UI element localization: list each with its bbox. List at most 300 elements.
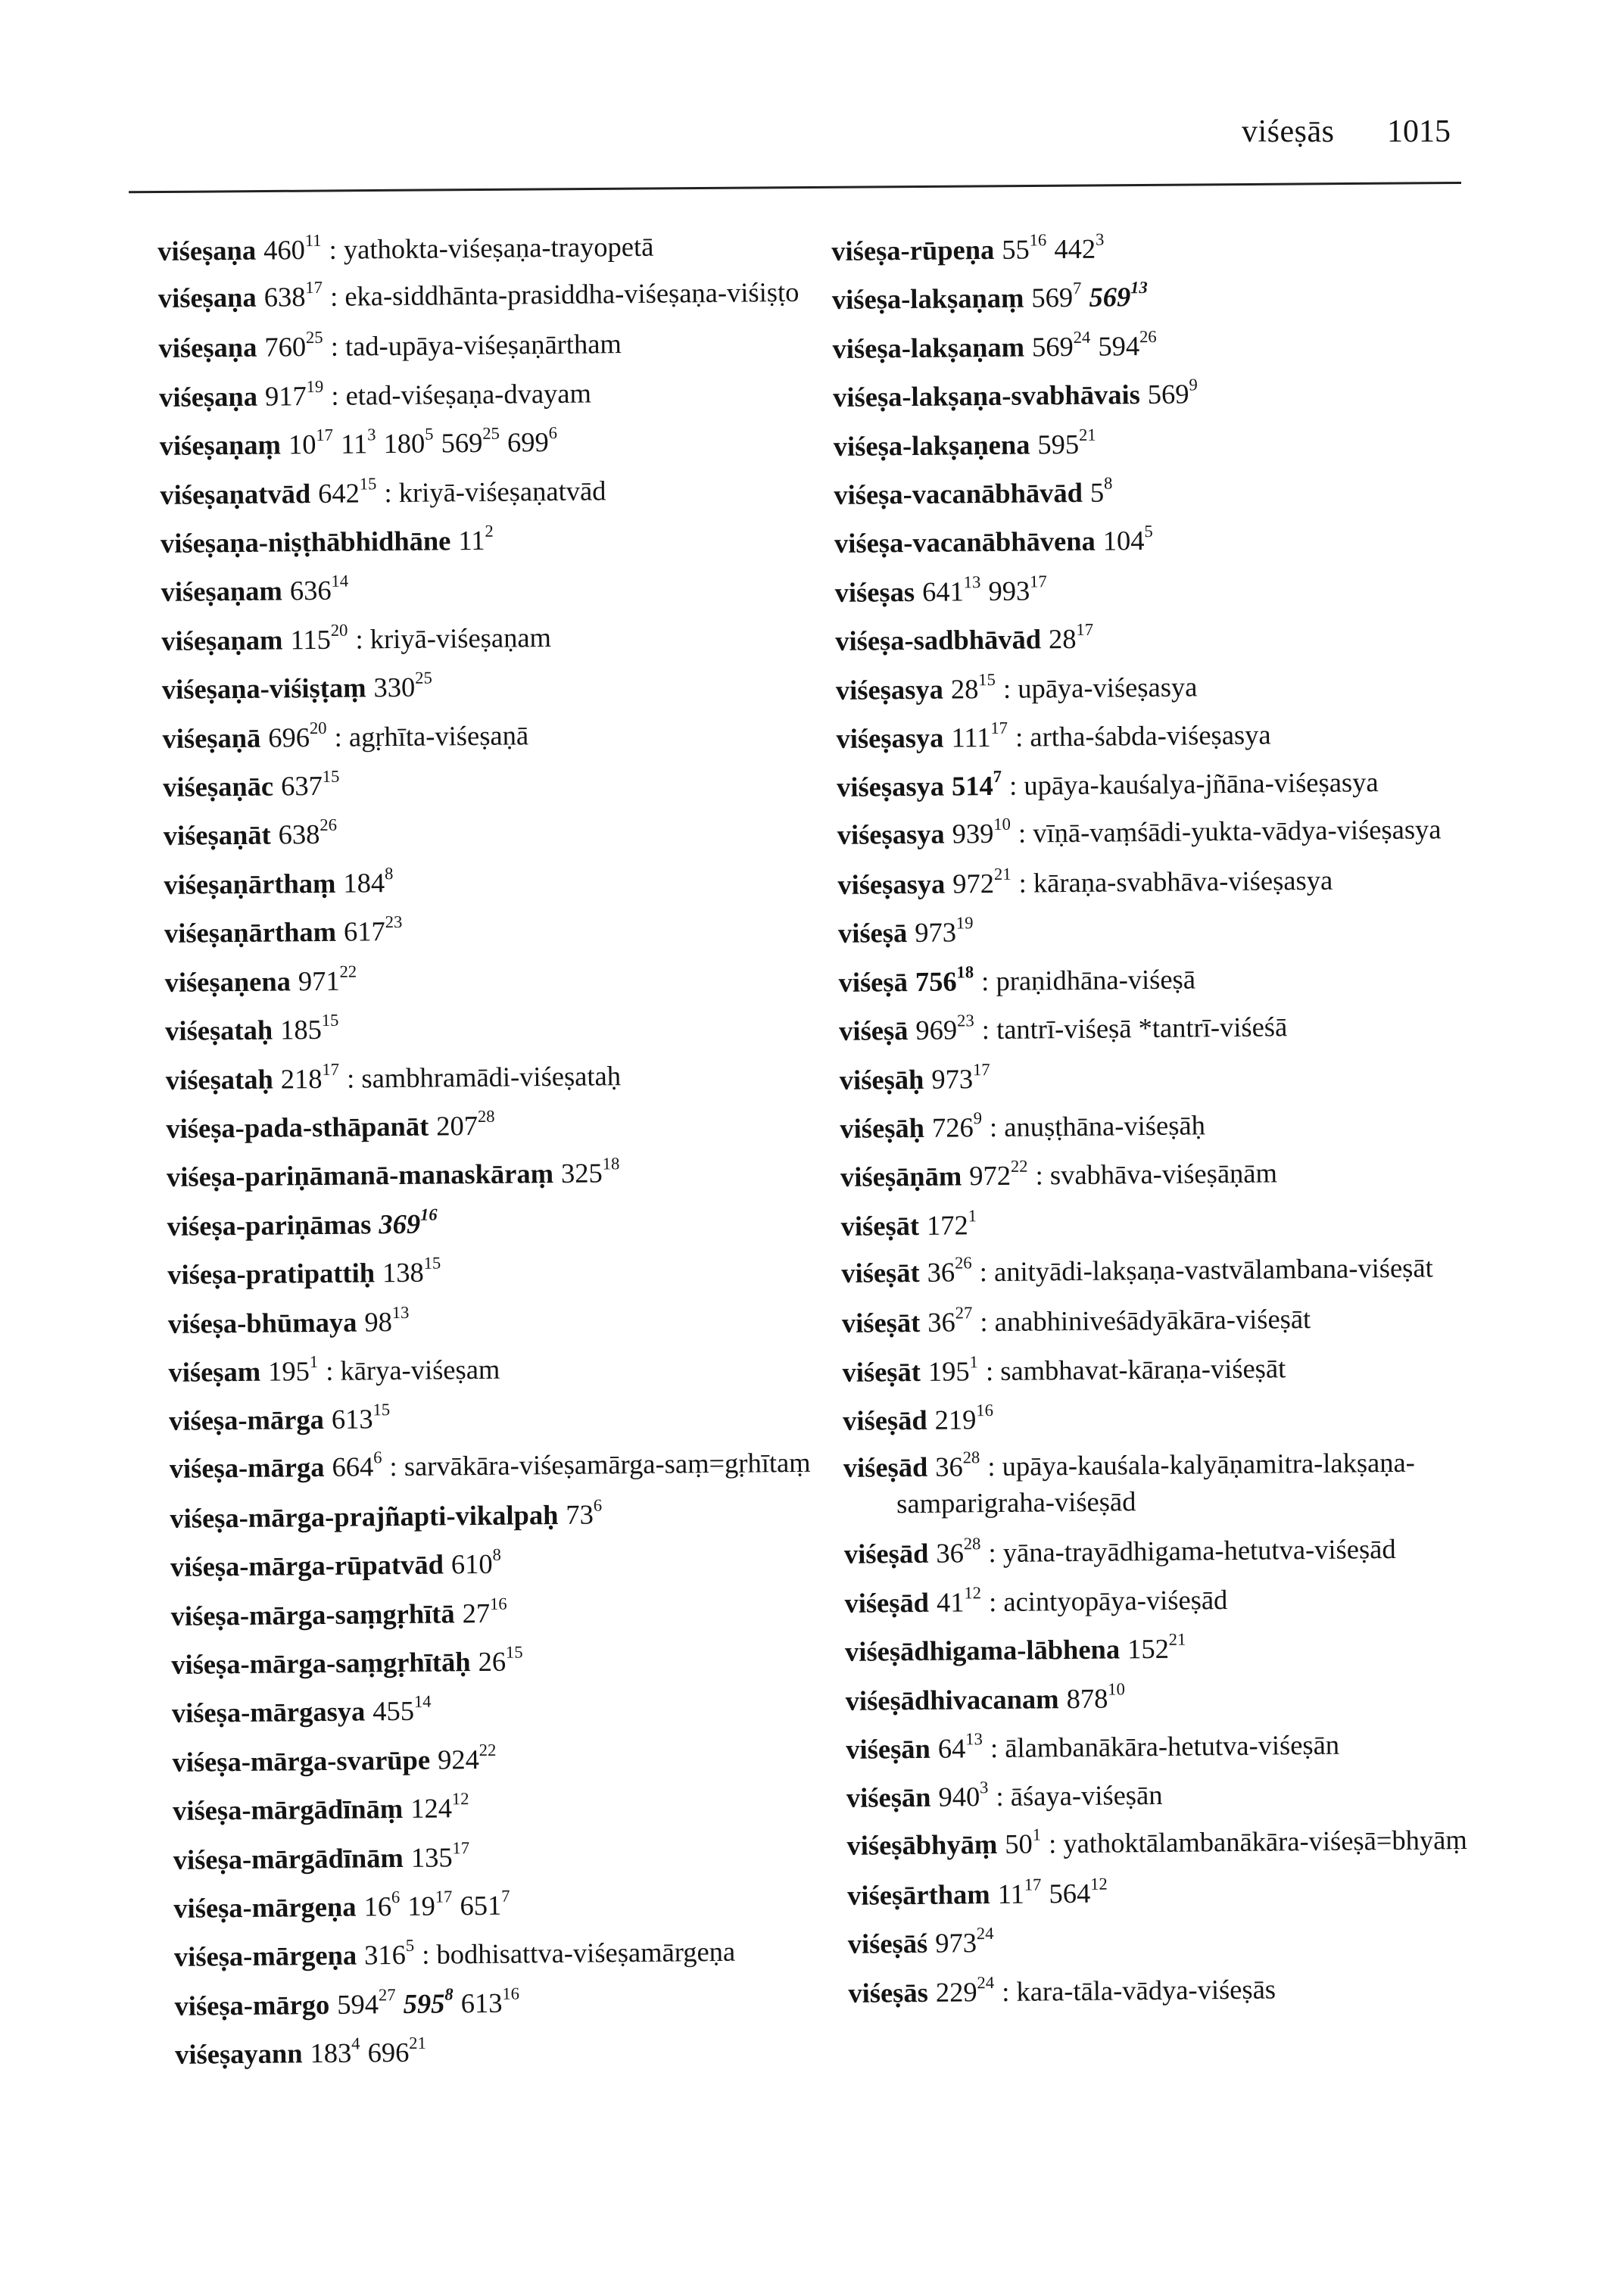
page-number-ref: 152 bbox=[1127, 1632, 1170, 1665]
page-reference bbox=[460, 1886, 510, 1922]
line-number-ref: 15 bbox=[322, 766, 340, 787]
index-entry bbox=[836, 659, 1541, 715]
entry-headword: viśeṣāḥ bbox=[840, 1111, 925, 1144]
line-number-ref: 17 bbox=[435, 1887, 453, 1906]
page-number-ref: 183 bbox=[310, 2037, 352, 2069]
index-entry bbox=[840, 1195, 1545, 1251]
page-number-ref: 569 bbox=[441, 427, 483, 459]
index-entry bbox=[162, 708, 844, 763]
page-number-ref: 569 bbox=[1031, 330, 1074, 363]
page-reference bbox=[1089, 278, 1148, 313]
line-number-ref: 23 bbox=[956, 1011, 974, 1030]
line-number-ref: 4 bbox=[351, 2034, 360, 2053]
page-number-ref: 16 bbox=[363, 1890, 392, 1922]
page-reference bbox=[927, 1303, 973, 1338]
page-number-ref: 699 bbox=[507, 426, 549, 458]
entry-context: : agṛhīta-viśeṣaṇā bbox=[334, 718, 529, 753]
page-reference bbox=[1049, 1874, 1108, 1909]
line-number-ref: 25 bbox=[305, 328, 323, 348]
page-reference bbox=[478, 1642, 523, 1677]
entry-headword: viśeṣataḥ bbox=[165, 1063, 273, 1096]
index-entry bbox=[173, 1829, 855, 1884]
line-number-ref: 5 bbox=[405, 1936, 415, 1956]
index-entry bbox=[167, 1244, 849, 1299]
index-entry bbox=[842, 1342, 1547, 1397]
entry-references bbox=[944, 814, 1011, 849]
line-number-ref: 3 bbox=[1095, 229, 1105, 249]
entry-context: : acintyopāya-viśeṣād bbox=[988, 1583, 1228, 1617]
entry-headword: viśeṣaṇāt bbox=[163, 819, 271, 852]
index-entry bbox=[838, 952, 1543, 1007]
entry-references bbox=[944, 767, 1002, 802]
entry-references bbox=[336, 912, 403, 947]
entry-references bbox=[945, 864, 1011, 899]
index-entry bbox=[834, 562, 1539, 617]
entry-headword: viśeṣa-lakṣaṇam bbox=[832, 331, 1025, 364]
line-number-ref: 17 bbox=[972, 1059, 990, 1079]
entry-references bbox=[927, 1400, 994, 1435]
index-entry bbox=[848, 1962, 1553, 2018]
entry-references bbox=[329, 1984, 520, 2020]
index-entry bbox=[843, 1390, 1548, 1445]
entry-headword: viśeṣa-mārga bbox=[168, 1404, 325, 1437]
page-reference bbox=[288, 425, 334, 460]
index-entry bbox=[170, 1488, 852, 1543]
entry-headword: viśeṣa-mārga-saṃgṛhītā bbox=[170, 1597, 455, 1632]
entry-references bbox=[260, 1352, 319, 1387]
page-reference bbox=[290, 620, 348, 656]
page-number-ref: 969 bbox=[915, 1014, 958, 1046]
entry-headword: viśeṣasya bbox=[837, 818, 945, 850]
line-number-ref: 18 bbox=[956, 962, 974, 982]
page-reference bbox=[560, 1154, 620, 1189]
entry-references bbox=[1041, 619, 1094, 655]
entry-context: : artha-śabda-viśeṣasya bbox=[1015, 718, 1271, 753]
index-entry bbox=[164, 952, 846, 1007]
line-number-ref: 15 bbox=[505, 1642, 523, 1662]
page-reference bbox=[1002, 230, 1047, 265]
entry-headword: viśeṣa-mārga-prajñapti-vikalpaḥ bbox=[170, 1498, 559, 1534]
page-number-ref: 696 bbox=[268, 721, 310, 753]
entry-references bbox=[908, 1011, 974, 1046]
page-reference bbox=[458, 521, 494, 556]
page-reference bbox=[364, 1302, 410, 1337]
index-entry bbox=[834, 464, 1538, 519]
entry-references bbox=[357, 1936, 415, 1971]
page-reference bbox=[988, 572, 1047, 606]
page-reference bbox=[298, 962, 357, 996]
line-number-ref: 3 bbox=[367, 425, 376, 444]
entry-references bbox=[1096, 522, 1153, 557]
entry-references bbox=[927, 1448, 980, 1483]
entry-headword: viśeṣa-sadbhāvād bbox=[835, 623, 1042, 657]
page-reference bbox=[927, 1351, 978, 1387]
line-number-ref: 19 bbox=[955, 913, 974, 933]
line-number-ref: 17 bbox=[1029, 572, 1047, 591]
page-reference bbox=[507, 423, 558, 458]
entry-headword: viśeṣa-vacanābhāvād bbox=[834, 476, 1083, 511]
page-number-ref: 185 bbox=[279, 1014, 323, 1046]
line-number-ref: 26 bbox=[1139, 326, 1157, 346]
page-number-ref: 28 bbox=[950, 672, 979, 705]
entry-references bbox=[928, 1534, 981, 1569]
page-reference bbox=[952, 814, 1011, 849]
entry-headword: viśeṣa-pratipattiḥ bbox=[167, 1257, 376, 1291]
line-number-ref: 13 bbox=[965, 1729, 983, 1749]
page-reference bbox=[410, 1789, 469, 1825]
entry-references bbox=[356, 1886, 510, 1922]
entry-headword: viśeṣaṇam bbox=[161, 575, 283, 608]
entry-references bbox=[270, 815, 338, 850]
page-reference bbox=[915, 1011, 974, 1046]
page-reference bbox=[926, 1205, 977, 1241]
entry-context: : kara-tāla-vādya-viśeṣās bbox=[1002, 1973, 1276, 2007]
line-number-ref: 6 bbox=[593, 1495, 603, 1515]
line-number-ref: 1 bbox=[309, 1352, 319, 1372]
page-reference bbox=[1089, 473, 1113, 508]
index-entry bbox=[158, 318, 840, 373]
index-entry bbox=[840, 1098, 1545, 1153]
entry-headword: viśeṣaṇārthaṃ bbox=[164, 867, 336, 900]
line-number-ref: 28 bbox=[962, 1448, 980, 1467]
index-entry bbox=[846, 1816, 1551, 1872]
index-entry bbox=[832, 269, 1537, 324]
line-number-ref: 1 bbox=[1032, 1825, 1042, 1844]
entry-headword: viśeṣaṇam bbox=[161, 624, 283, 656]
index-entry bbox=[847, 1865, 1552, 1920]
page-reference bbox=[407, 1887, 453, 1922]
entry-references bbox=[302, 2033, 426, 2069]
line-number-ref: 16 bbox=[419, 1205, 438, 1224]
entry-headword: viśeṣaṇena bbox=[164, 965, 291, 998]
page-reference bbox=[280, 766, 340, 802]
entry-headword: viśeṣaṇārtham bbox=[164, 916, 337, 949]
entry-references bbox=[930, 1729, 983, 1764]
line-number-ref: 6 bbox=[548, 423, 558, 443]
entry-headword: viśeṣa-mārgādīnām bbox=[173, 1841, 404, 1875]
entry-headword: viśeṣād bbox=[844, 1586, 930, 1619]
line-number-ref: 18 bbox=[602, 1154, 620, 1173]
entry-context: : anuṣṭhāna-viśeṣāḥ bbox=[989, 1109, 1206, 1142]
entry-headword: viśeṣāt bbox=[841, 1307, 921, 1339]
entry-context: : tantrī-viśeṣā *tantrī-viśeśā bbox=[981, 1011, 1288, 1046]
line-number-ref: 26 bbox=[954, 1253, 972, 1273]
entry-context: : upāya-kauśalya-jñāna-viśeṣasya bbox=[1008, 766, 1379, 802]
page-reference bbox=[267, 1352, 319, 1387]
entry-headword: viśeṣa-vacanābhāvena bbox=[834, 525, 1096, 559]
line-number-ref: 21 bbox=[1168, 1629, 1186, 1649]
entry-references bbox=[927, 1924, 994, 1959]
page-reference bbox=[927, 1253, 972, 1288]
page-number-ref: 569 bbox=[1089, 281, 1131, 313]
entry-headword: viśeṣaṇa bbox=[157, 282, 257, 314]
entry-headword: viśeṣā bbox=[838, 1015, 909, 1047]
page-number-ref: 613 bbox=[331, 1403, 373, 1435]
page-number-ref: 760 bbox=[264, 331, 307, 363]
page-number-ref: 972 bbox=[969, 1160, 1011, 1192]
page-number-ref: 207 bbox=[436, 1109, 478, 1142]
line-number-ref: 26 bbox=[320, 815, 338, 835]
entry-context: : anityādi-lakṣaṇa-vastvālambana-viśeṣāt bbox=[979, 1251, 1433, 1288]
line-number-ref: 7 bbox=[993, 767, 1002, 787]
index-entry bbox=[845, 1621, 1550, 1676]
page-reference bbox=[263, 230, 322, 266]
page-reference bbox=[997, 1875, 1042, 1909]
entry-references bbox=[908, 962, 974, 997]
line-number-ref: 15 bbox=[978, 669, 996, 689]
page-number-ref: 5 bbox=[1089, 476, 1105, 508]
entry-headword: viśeṣādhivacanam bbox=[845, 1682, 1059, 1716]
index-entry bbox=[172, 1731, 854, 1787]
page-number-ref: 638 bbox=[278, 818, 320, 850]
page-reference bbox=[935, 1924, 994, 1959]
page-reference bbox=[280, 1059, 340, 1094]
entry-headword: viśeṣād bbox=[842, 1404, 927, 1436]
page-number-ref: 595 bbox=[403, 1987, 445, 2019]
entry-references bbox=[357, 1302, 410, 1337]
index-entry bbox=[833, 366, 1538, 422]
entry-headword: viśeṣās bbox=[848, 1976, 929, 2009]
entry-context: : bodhisattva-viśeṣamārgeṇa bbox=[422, 1936, 736, 1971]
line-number-ref: 21 bbox=[993, 864, 1011, 884]
page-reference bbox=[436, 1106, 495, 1142]
line-number-ref: 14 bbox=[413, 1692, 432, 1712]
entry-context: : etad-viśeṣaṇa-dvayam bbox=[331, 377, 592, 411]
index-entry bbox=[172, 1683, 854, 1738]
page-number-ref: 330 bbox=[373, 672, 416, 703]
entry-context: : upāya-viśeṣasya bbox=[1002, 671, 1198, 704]
page-number-ref: 569 bbox=[1147, 378, 1189, 410]
entry-headword: viśeṣa-mārga-rūpatvād bbox=[170, 1548, 444, 1583]
index-entry bbox=[164, 903, 846, 958]
entry-references bbox=[943, 669, 996, 705]
entry-headword: viśeṣam bbox=[168, 1355, 261, 1388]
page-reference bbox=[915, 913, 974, 949]
page-reference bbox=[936, 1582, 982, 1618]
line-number-ref: 16 bbox=[489, 1594, 507, 1613]
page-reference bbox=[403, 1984, 454, 2019]
page-number-ref: 940 bbox=[938, 1781, 980, 1813]
page-reference bbox=[263, 278, 323, 313]
page-number-ref: 184 bbox=[343, 867, 385, 899]
page-reference bbox=[935, 1448, 980, 1483]
entry-references bbox=[1058, 1678, 1125, 1714]
entry-references bbox=[365, 1692, 432, 1727]
line-number-ref: 8 bbox=[444, 1984, 454, 2004]
entry-references bbox=[1030, 425, 1096, 460]
index-column-right bbox=[831, 220, 1553, 2018]
page-number-ref: 564 bbox=[1049, 1877, 1091, 1909]
line-number-ref: 17 bbox=[322, 1059, 340, 1079]
line-number-ref: 24 bbox=[976, 1924, 994, 1943]
entry-references bbox=[257, 328, 323, 363]
page-number-ref: 11 bbox=[340, 428, 368, 460]
index-entry bbox=[160, 464, 842, 519]
entry-headword: viśeṣa-mārgeṇa bbox=[173, 1890, 357, 1924]
entry-headword: viśeṣā bbox=[838, 965, 909, 998]
page-number-ref: 36 bbox=[927, 1256, 955, 1288]
line-number-ref: 1 bbox=[969, 1351, 978, 1371]
page-reference bbox=[268, 718, 327, 753]
page-number-ref: 36 bbox=[927, 1306, 955, 1338]
entry-context: : sambhramādi-viśeṣataḥ bbox=[346, 1059, 622, 1094]
entry-headword: viśeṣāt bbox=[840, 1209, 920, 1242]
line-number-ref: 10 bbox=[993, 814, 1011, 834]
page-reference bbox=[289, 572, 349, 606]
line-number-ref: 22 bbox=[339, 962, 357, 981]
page-reference bbox=[1102, 522, 1153, 557]
line-number-ref: 14 bbox=[331, 572, 349, 591]
line-number-ref: 22 bbox=[478, 1740, 497, 1759]
entry-headword: viśeṣasya bbox=[837, 868, 946, 900]
page-number-ref: 756 bbox=[915, 965, 957, 997]
page-reference bbox=[460, 1984, 520, 2019]
index-entry bbox=[162, 659, 844, 715]
index-entry bbox=[846, 1719, 1551, 1774]
index-entry bbox=[167, 1195, 849, 1251]
line-number-ref: 21 bbox=[1078, 425, 1096, 444]
page-reference bbox=[1066, 1678, 1125, 1714]
entry-references bbox=[470, 1642, 523, 1677]
line-number-ref: 15 bbox=[372, 1400, 391, 1420]
entry-headword: viśeṣa-pariṇāmanā-manaskāraṃ bbox=[166, 1158, 554, 1193]
line-number-ref: 21 bbox=[409, 2033, 426, 2053]
entry-references bbox=[273, 1010, 339, 1046]
header-rule bbox=[129, 182, 1461, 193]
entry-headword: viśeṣaṇā bbox=[162, 722, 261, 754]
page-reference bbox=[332, 1448, 382, 1482]
page-reference bbox=[367, 2033, 426, 2068]
line-number-ref: 17 bbox=[990, 718, 1008, 738]
page-number-ref: 36 bbox=[936, 1537, 965, 1569]
index-entry bbox=[171, 1634, 853, 1689]
page-reference bbox=[1048, 619, 1094, 655]
entry-references bbox=[282, 572, 349, 606]
index-entry bbox=[845, 1670, 1550, 1725]
page-number-ref: 610 bbox=[450, 1548, 493, 1580]
line-number-ref: 20 bbox=[330, 620, 348, 640]
page-reference bbox=[938, 1778, 989, 1813]
entry-references bbox=[921, 1351, 978, 1387]
page-reference bbox=[337, 1984, 396, 2020]
entry-context: : praṇidhāna-viśeṣā bbox=[980, 963, 1196, 996]
page-reference bbox=[363, 1936, 415, 1971]
index-entry bbox=[844, 1572, 1549, 1628]
entry-references bbox=[990, 1874, 1108, 1909]
page-reference bbox=[372, 1692, 432, 1727]
page-number-ref: 325 bbox=[560, 1157, 603, 1189]
page-number-ref: 36 bbox=[935, 1451, 963, 1483]
entry-context: : kāraṇa-svabhāva-viśeṣasya bbox=[1018, 864, 1333, 899]
line-number-ref: 11 bbox=[304, 230, 322, 251]
entry-references bbox=[366, 668, 432, 703]
page-number-ref: 664 bbox=[332, 1451, 374, 1482]
entry-context: : eka-siddhānta-prasiddha-viśeṣaṇa-viśiṣṭo bbox=[329, 276, 800, 313]
entry-context: : āśaya-viśeṣān bbox=[996, 1779, 1163, 1812]
page-number-ref: 617 bbox=[343, 915, 385, 947]
entry-references bbox=[919, 1253, 972, 1288]
line-number-ref: 27 bbox=[955, 1303, 973, 1323]
page-reference bbox=[951, 718, 1008, 753]
entry-headword: viśeṣān bbox=[846, 1781, 931, 1814]
page-reference bbox=[264, 328, 323, 363]
entry-context: : yāna-trayādhigama-hetutva-viśeṣād bbox=[988, 1533, 1396, 1569]
page-reference bbox=[317, 473, 377, 509]
line-number-ref: 13 bbox=[1130, 278, 1148, 298]
entry-headword: viśeṣayann bbox=[174, 2037, 303, 2071]
line-number-ref: 24 bbox=[977, 1972, 995, 1992]
entry-headword: viśeṣa-lakṣaṇena bbox=[833, 429, 1030, 462]
index-entry bbox=[839, 1000, 1544, 1055]
line-number-ref: 22 bbox=[1010, 1156, 1028, 1177]
index-entry bbox=[837, 757, 1541, 812]
index-entry bbox=[168, 1342, 850, 1397]
entry-headword: viśeṣa-pariṇāmas bbox=[167, 1208, 372, 1242]
entry-context: : yathokta-viśeṣaṇa-trayopetā bbox=[329, 230, 654, 265]
entry-headword: viśeṣaṇa bbox=[158, 380, 258, 413]
line-number-ref: 24 bbox=[1073, 327, 1091, 347]
line-number-ref: 15 bbox=[321, 1010, 339, 1030]
line-number-ref: 12 bbox=[964, 1582, 982, 1603]
entry-headword: viśeṣa-mārga bbox=[169, 1451, 325, 1484]
page-number-ref: 455 bbox=[372, 1695, 415, 1727]
page-reference bbox=[379, 1205, 438, 1239]
entry-references bbox=[928, 1972, 995, 2008]
line-number-ref: 15 bbox=[423, 1253, 441, 1273]
index-entry bbox=[159, 366, 841, 422]
line-number-ref: 8 bbox=[492, 1544, 501, 1565]
entry-headword: viśeṣasya bbox=[836, 771, 945, 803]
entry-headword: viśeṣaṇa bbox=[157, 234, 257, 266]
page-reference bbox=[441, 423, 500, 459]
page-reference bbox=[931, 1108, 983, 1143]
page-reference bbox=[951, 767, 1002, 802]
page-number-ref: 594 bbox=[1098, 329, 1140, 362]
page-reference bbox=[1098, 326, 1157, 362]
entry-references bbox=[994, 229, 1105, 265]
page-number-ref: 195 bbox=[267, 1355, 310, 1387]
entry-references bbox=[997, 1825, 1042, 1859]
entry-references bbox=[273, 766, 340, 802]
entry-context: : sarvākāra-viśeṣamārga-saṃ=gṛhītaṃ bbox=[389, 1446, 811, 1482]
entry-references bbox=[257, 376, 324, 412]
page-number-ref: 135 bbox=[410, 1840, 453, 1873]
entry-headword: viśeṣāt bbox=[841, 1257, 920, 1289]
entry-headword: viśeṣasya bbox=[835, 673, 944, 706]
entry-references bbox=[256, 230, 322, 266]
entry-headword: viśeṣasya bbox=[836, 722, 944, 755]
page-number-ref: 637 bbox=[280, 770, 323, 802]
entry-headword: viśeṣa-rūpeṇa bbox=[831, 233, 995, 266]
index-entry bbox=[832, 318, 1537, 373]
entry-references bbox=[1120, 1629, 1186, 1665]
entry-references bbox=[310, 473, 377, 509]
page-number-ref: 514 bbox=[951, 770, 994, 802]
entry-context: : vīṇā-vaṃśādi-yukta-vādya-viśeṣasya bbox=[1018, 813, 1442, 849]
entry-context: : kriyā-viśeṣaṇam bbox=[355, 621, 552, 655]
entry-references bbox=[924, 1108, 983, 1143]
line-number-ref: 9 bbox=[1189, 375, 1198, 394]
page-number-ref: 638 bbox=[263, 281, 306, 313]
line-number-ref: 28 bbox=[963, 1534, 981, 1554]
line-number-ref: 20 bbox=[309, 718, 327, 737]
page-reference bbox=[915, 962, 974, 997]
entry-headword: viśeṣa-mārgādīnāṃ bbox=[172, 1793, 404, 1827]
entry-context: : ālambanākāra-hetutva-viśeṣān bbox=[990, 1728, 1340, 1764]
page-number-ref: 73 bbox=[566, 1498, 594, 1530]
line-number-ref: 25 bbox=[482, 423, 500, 444]
line-number-ref: 6 bbox=[391, 1887, 401, 1907]
